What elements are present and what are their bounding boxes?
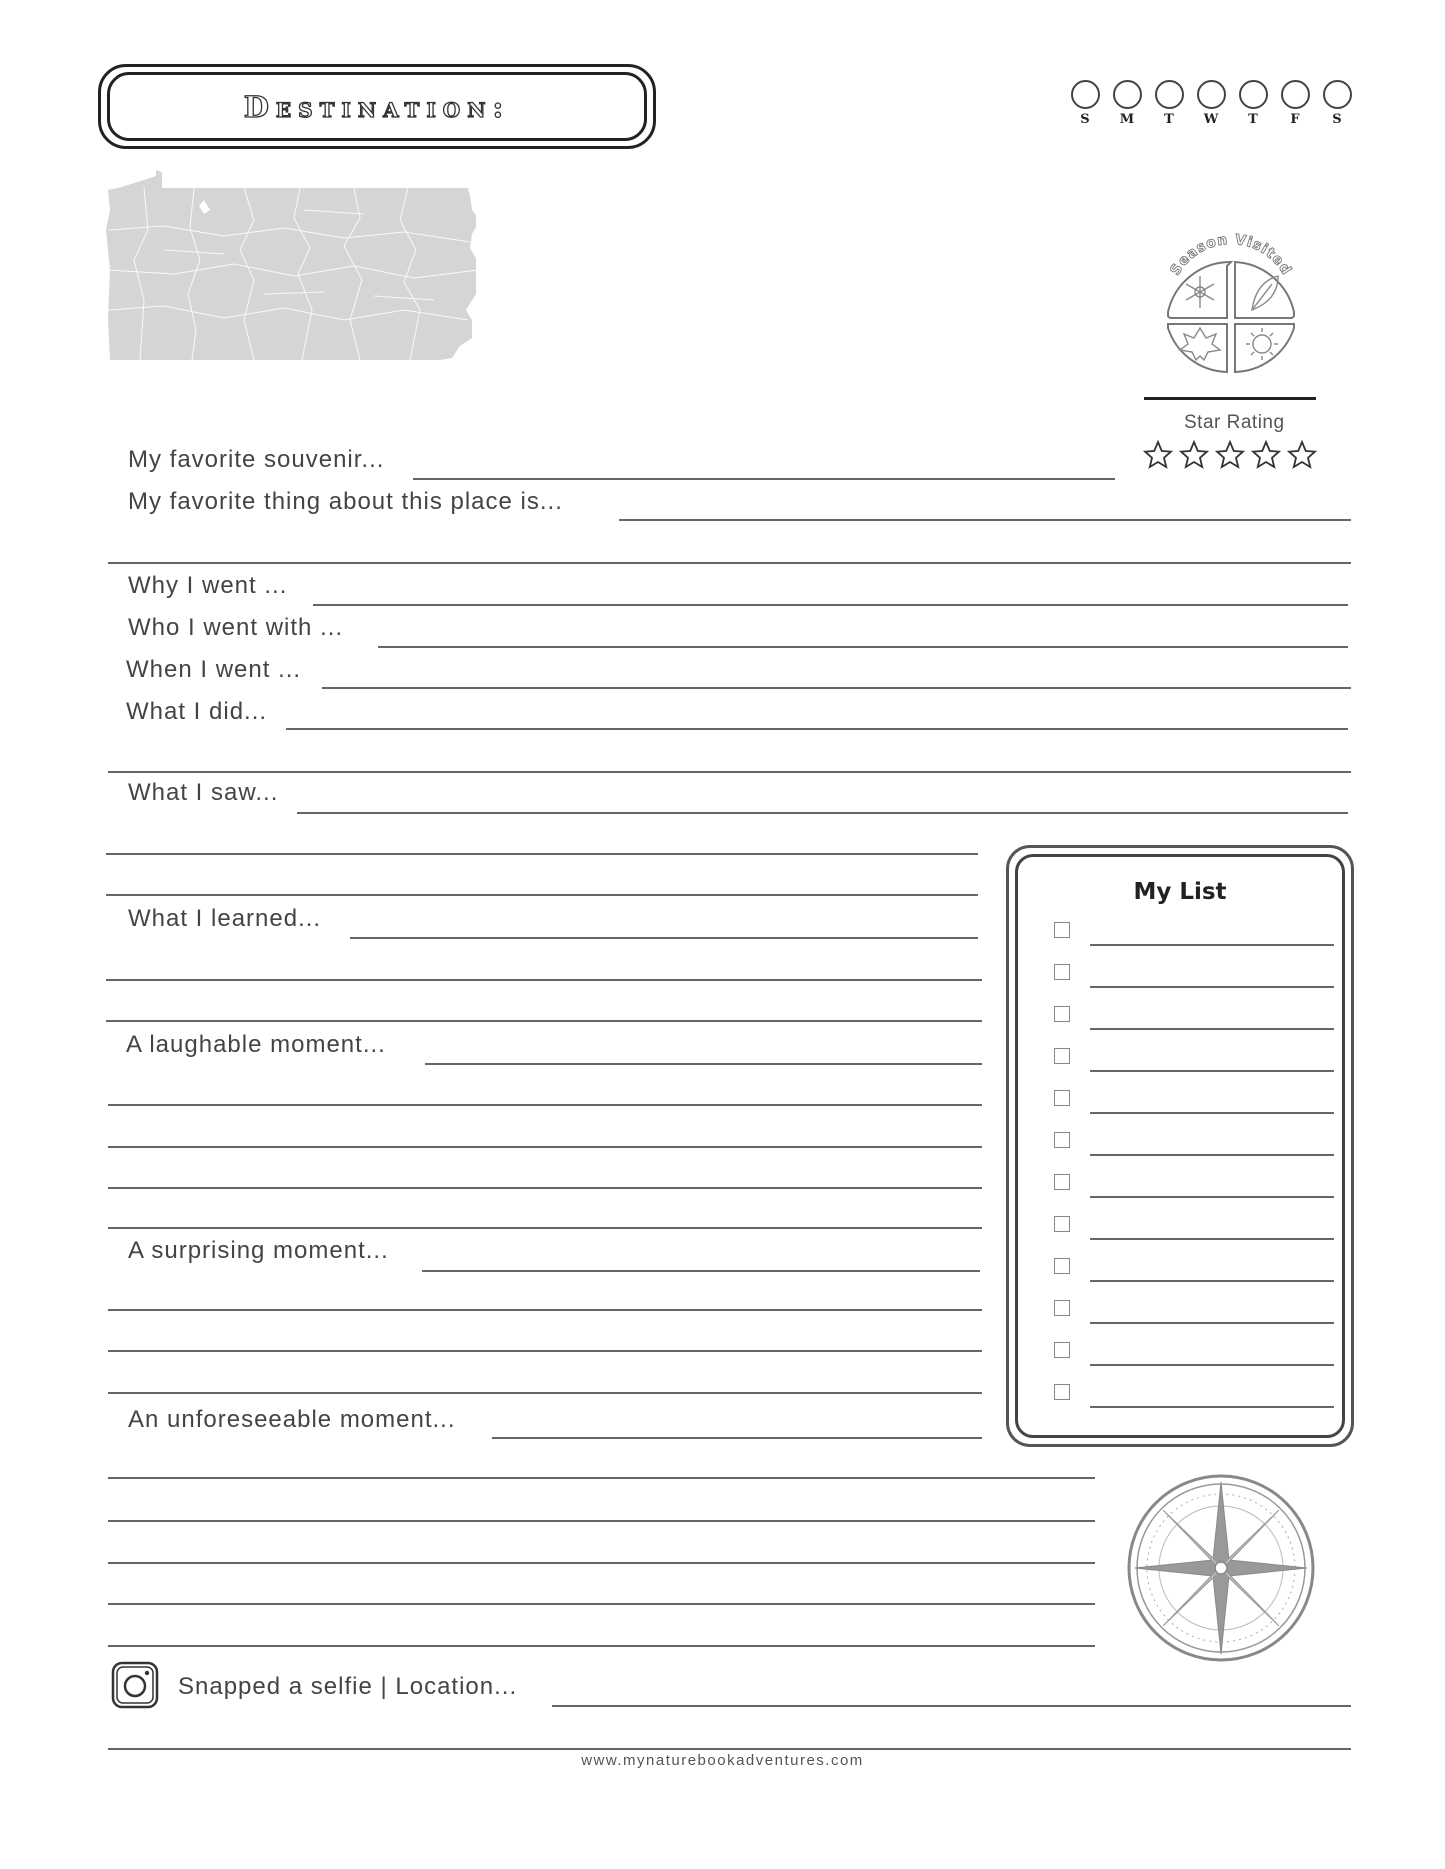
compass-icon bbox=[1125, 1472, 1317, 1664]
unforeseeable-line[interactable] bbox=[492, 1437, 982, 1439]
saw-line[interactable] bbox=[297, 812, 1348, 814]
snowflake-icon bbox=[1186, 276, 1214, 308]
learned-label: What I learned... bbox=[128, 905, 322, 932]
checkbox[interactable] bbox=[1054, 1216, 1070, 1232]
unforeseeable-line-3[interactable] bbox=[108, 1520, 1095, 1522]
list-item bbox=[1054, 1342, 1334, 1366]
day-friday[interactable] bbox=[1280, 80, 1310, 127]
destination-box bbox=[98, 64, 656, 149]
list-item bbox=[1054, 1300, 1334, 1324]
season-title: Season Visited bbox=[1167, 232, 1295, 279]
saw-label: What I saw... bbox=[128, 779, 279, 806]
list-item bbox=[1054, 1216, 1334, 1240]
list-item-line[interactable] bbox=[1090, 986, 1334, 988]
favorite-thing-label: My favorite thing about this place is... bbox=[128, 488, 563, 515]
star-icon[interactable] bbox=[1287, 440, 1317, 470]
checkbox[interactable] bbox=[1054, 964, 1070, 980]
laughable-line[interactable] bbox=[425, 1063, 982, 1065]
checkbox[interactable] bbox=[1054, 1048, 1070, 1064]
day-letter: F bbox=[1290, 112, 1300, 127]
unforeseeable-line-5[interactable] bbox=[108, 1603, 1095, 1605]
day-circle[interactable] bbox=[1071, 80, 1100, 109]
list-item bbox=[1054, 1174, 1334, 1198]
footer-line bbox=[108, 1748, 1351, 1750]
laughable-line-4[interactable] bbox=[108, 1187, 982, 1189]
my-list-inner bbox=[1015, 854, 1345, 1438]
day-tuesday[interactable] bbox=[1154, 80, 1184, 127]
learned-line-2[interactable] bbox=[106, 979, 982, 981]
my-list-title: My List bbox=[1133, 879, 1227, 905]
why-line[interactable] bbox=[313, 604, 1348, 606]
selfie-location-line[interactable] bbox=[552, 1705, 1351, 1707]
list-item-line[interactable] bbox=[1090, 944, 1334, 946]
checkbox[interactable] bbox=[1054, 1006, 1070, 1022]
day-letter: W bbox=[1203, 112, 1219, 127]
checkbox[interactable] bbox=[1054, 1384, 1070, 1400]
surprising-label: A surprising moment... bbox=[128, 1237, 389, 1264]
day-letter: M bbox=[1119, 112, 1135, 127]
star-icon[interactable] bbox=[1251, 440, 1281, 470]
checkbox[interactable] bbox=[1054, 922, 1070, 938]
day-circle[interactable] bbox=[1113, 80, 1142, 109]
day-saturday[interactable] bbox=[1322, 80, 1352, 127]
who-label: Who I went with ... bbox=[128, 614, 344, 641]
destination-label: Destination: bbox=[243, 89, 511, 124]
leaf-icon bbox=[1252, 276, 1278, 310]
list-item bbox=[1054, 1048, 1334, 1072]
list-item-line[interactable] bbox=[1090, 1238, 1334, 1240]
list-item-line[interactable] bbox=[1090, 1070, 1334, 1072]
surprising-line-3[interactable] bbox=[108, 1350, 982, 1352]
checkbox[interactable] bbox=[1054, 1132, 1070, 1148]
star-icon[interactable] bbox=[1215, 440, 1245, 470]
unforeseeable-line-2[interactable] bbox=[108, 1477, 1095, 1479]
unforeseeable-line-6[interactable] bbox=[108, 1645, 1095, 1647]
learned-line-3[interactable] bbox=[106, 1020, 982, 1022]
favorite-thing-line[interactable] bbox=[619, 519, 1351, 521]
did-line[interactable] bbox=[286, 728, 1348, 730]
star-icon[interactable] bbox=[1143, 440, 1173, 470]
day-circle[interactable] bbox=[1281, 80, 1310, 109]
surprising-line-4[interactable] bbox=[108, 1392, 982, 1394]
list-item-line[interactable] bbox=[1090, 1196, 1334, 1198]
day-selector bbox=[1070, 80, 1352, 127]
why-label: Why I went ... bbox=[128, 572, 288, 599]
list-item-line[interactable] bbox=[1090, 1154, 1334, 1156]
day-circle[interactable] bbox=[1323, 80, 1352, 109]
day-thursday[interactable] bbox=[1238, 80, 1268, 127]
saw-line-2[interactable] bbox=[106, 853, 978, 855]
surprising-line[interactable] bbox=[422, 1270, 980, 1272]
list-item-line[interactable] bbox=[1090, 1280, 1334, 1282]
day-monday[interactable] bbox=[1112, 80, 1142, 127]
unforeseeable-line-4[interactable] bbox=[108, 1562, 1095, 1564]
when-label: When I went ... bbox=[126, 656, 302, 683]
checkbox[interactable] bbox=[1054, 1300, 1070, 1316]
day-letter: S bbox=[1332, 112, 1342, 127]
laughable-line-5[interactable] bbox=[108, 1227, 982, 1229]
star-rating[interactable] bbox=[1143, 440, 1317, 470]
checkbox[interactable] bbox=[1054, 1174, 1070, 1190]
list-item bbox=[1054, 1384, 1334, 1408]
sun-icon bbox=[1246, 328, 1278, 360]
list-item bbox=[1054, 1006, 1334, 1030]
camera-icon bbox=[110, 1660, 160, 1710]
list-item-line[interactable] bbox=[1090, 1364, 1334, 1366]
summer-quadrant[interactable] bbox=[1235, 324, 1294, 372]
laughable-line-2[interactable] bbox=[108, 1104, 982, 1106]
day-circle[interactable] bbox=[1197, 80, 1226, 109]
day-sunday[interactable] bbox=[1070, 80, 1100, 127]
did-line-2[interactable] bbox=[108, 771, 1351, 773]
day-circle[interactable] bbox=[1239, 80, 1268, 109]
checkbox[interactable] bbox=[1054, 1342, 1070, 1358]
state-map-icon bbox=[104, 170, 476, 370]
footer-url: www.mynaturebookadventures.com bbox=[581, 1752, 864, 1769]
destination-box-inner bbox=[107, 72, 647, 141]
souvenir-label: My favorite souvenir... bbox=[128, 446, 385, 473]
list-item-line[interactable] bbox=[1090, 1112, 1334, 1114]
list-item bbox=[1054, 964, 1334, 988]
star-rating-label: Star Rating bbox=[1184, 412, 1285, 433]
laughable-label: A laughable moment... bbox=[126, 1031, 386, 1058]
list-item bbox=[1054, 1090, 1334, 1114]
state-shape bbox=[106, 170, 476, 360]
list-item-line[interactable] bbox=[1090, 1406, 1334, 1408]
day-letter: S bbox=[1080, 112, 1090, 127]
selfie-label: Snapped a selfie | Location... bbox=[178, 1673, 518, 1700]
did-label: What I did... bbox=[126, 698, 268, 725]
list-item bbox=[1054, 1258, 1334, 1282]
day-wednesday[interactable] bbox=[1196, 80, 1226, 127]
when-line[interactable] bbox=[322, 687, 1351, 689]
unforeseeable-label: An unforeseeable moment... bbox=[128, 1406, 456, 1433]
list-item bbox=[1054, 922, 1334, 946]
laughable-line-3[interactable] bbox=[108, 1146, 982, 1148]
season-visited-badge[interactable] bbox=[1160, 232, 1302, 374]
my-list-panel bbox=[1006, 845, 1354, 1447]
souvenir-line[interactable] bbox=[413, 478, 1115, 480]
list-item-line[interactable] bbox=[1090, 1322, 1334, 1324]
list-item bbox=[1054, 1132, 1334, 1156]
checkbox[interactable] bbox=[1054, 1258, 1070, 1274]
learned-line[interactable] bbox=[350, 937, 978, 939]
day-circle[interactable] bbox=[1155, 80, 1184, 109]
list-item-line[interactable] bbox=[1090, 1028, 1334, 1030]
favorite-thing-line-2[interactable] bbox=[108, 562, 1351, 564]
saw-line-3[interactable] bbox=[106, 894, 978, 896]
checkbox[interactable] bbox=[1054, 1090, 1070, 1106]
surprising-line-2[interactable] bbox=[108, 1309, 982, 1311]
day-letter: T bbox=[1248, 112, 1258, 127]
who-line[interactable] bbox=[378, 646, 1348, 648]
star-icon[interactable] bbox=[1179, 440, 1209, 470]
rating-line bbox=[1144, 397, 1316, 400]
day-letter: T bbox=[1164, 112, 1174, 127]
